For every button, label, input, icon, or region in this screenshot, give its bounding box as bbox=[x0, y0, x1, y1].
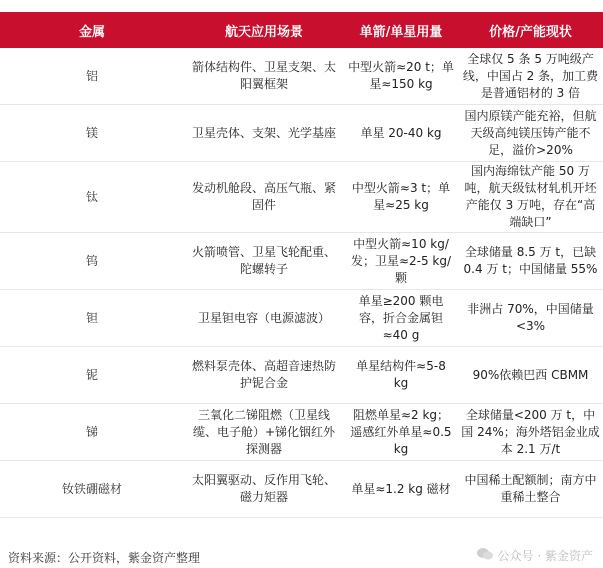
header-price-capacity: 价格/产能现状 bbox=[458, 12, 603, 48]
usage-cell: 单星结构件≈5-8 kg bbox=[344, 347, 458, 404]
header-metal: 金属 bbox=[0, 12, 184, 48]
usage-cell: 阻燃单星≈2 kg；遥感红外单星≈0.5 kg bbox=[344, 404, 458, 461]
table-row bbox=[0, 404, 603, 461]
usage-cell: 中型火箭≈10 kg/发；卫星≈2-5 kg/颗 bbox=[344, 233, 458, 290]
status-cell: 非洲占 70%，中国储量<3% bbox=[458, 290, 603, 347]
metal-cell: 钕铁硼磁材 bbox=[0, 461, 184, 518]
metal-cell: 钽 bbox=[0, 290, 184, 347]
application-cell: 发动机舱段、高压气瓶、紧固件 bbox=[184, 162, 344, 233]
metal-cell: 铌 bbox=[0, 347, 184, 404]
usage-cell: 中型火箭≈3 t；单星≈25 kg bbox=[344, 162, 458, 233]
table-row bbox=[0, 105, 603, 162]
metal-cell: 锑 bbox=[0, 404, 184, 461]
application-cell: 燃料泵壳体、高超音速热防护铌合金 bbox=[184, 347, 344, 404]
status-cell: 国内原镁产能充裕，但航天级高纯镁压铸产能不足，溢价>20% bbox=[458, 105, 603, 162]
metal-cell: 钛 bbox=[0, 162, 184, 233]
application-cell: 火箭喷管、卫星飞轮配重、陀螺转子 bbox=[184, 233, 344, 290]
metals-table bbox=[0, 12, 603, 518]
table-row bbox=[0, 162, 603, 233]
watermark bbox=[476, 547, 593, 564]
table-row bbox=[0, 48, 603, 105]
usage-cell: 单星 20-40 kg bbox=[344, 105, 458, 162]
application-cell: 三氧化二锑阻燃（卫星线缆、电子舱）+锑化铟红外探测器 bbox=[184, 404, 344, 461]
status-cell: 全球仅 5 条 5 万吨级产线，中国占 2 条，加工费是普通铝材的 3 倍 bbox=[458, 48, 603, 105]
usage-cell: 中型火箭≈20 t；单星≈150 kg bbox=[344, 48, 458, 105]
table-row bbox=[0, 461, 603, 518]
table-row bbox=[0, 233, 603, 290]
application-cell: 箭体结构件、卫星支架、太阳翼框架 bbox=[184, 48, 344, 105]
status-cell: 全球储量<200 万 t，中国 24%；海外塔铝金业成本 2.1 万/t bbox=[458, 404, 603, 461]
wechat-icon bbox=[476, 547, 494, 564]
application-cell: 卫星钽电容（电源滤波） bbox=[184, 290, 344, 347]
header-application: 航天应用场景 bbox=[184, 12, 344, 48]
metal-cell: 镁 bbox=[0, 105, 184, 162]
metal-cell: 钨 bbox=[0, 233, 184, 290]
usage-cell: 单星≈1.2 kg 磁材 bbox=[344, 461, 458, 518]
status-cell: 中国稀土配额制；南方中重稀土整合 bbox=[458, 461, 603, 518]
status-cell: 国内海绵钛产能 50 万吨，航天级钛材轧机开坯产能仅 3 万吨，存在“高端缺口” bbox=[458, 162, 603, 233]
status-cell: 90%依赖巴西 CBMM bbox=[458, 347, 603, 404]
status-cell: 全球储量 8.5 万 t，已缺 0.4 万 t；中国储量 55% bbox=[458, 233, 603, 290]
header-usage: 单箭/单星用量 bbox=[344, 12, 458, 48]
usage-cell: 单星≥200 颗电容，折合金属钽≈40 g bbox=[344, 290, 458, 347]
header-row bbox=[0, 12, 603, 48]
application-cell: 卫星壳体、支架、光学基座 bbox=[184, 105, 344, 162]
application-cell: 太阳翼驱动、反作用飞轮、磁力矩器 bbox=[184, 461, 344, 518]
watermark-text: 公众号 · 紫金资产 bbox=[497, 549, 593, 563]
metal-cell: 铝 bbox=[0, 48, 184, 105]
source-note: 资料来源：公开资料，紫金资产整理 bbox=[8, 551, 201, 565]
table-row bbox=[0, 347, 603, 404]
table-row bbox=[0, 290, 603, 347]
